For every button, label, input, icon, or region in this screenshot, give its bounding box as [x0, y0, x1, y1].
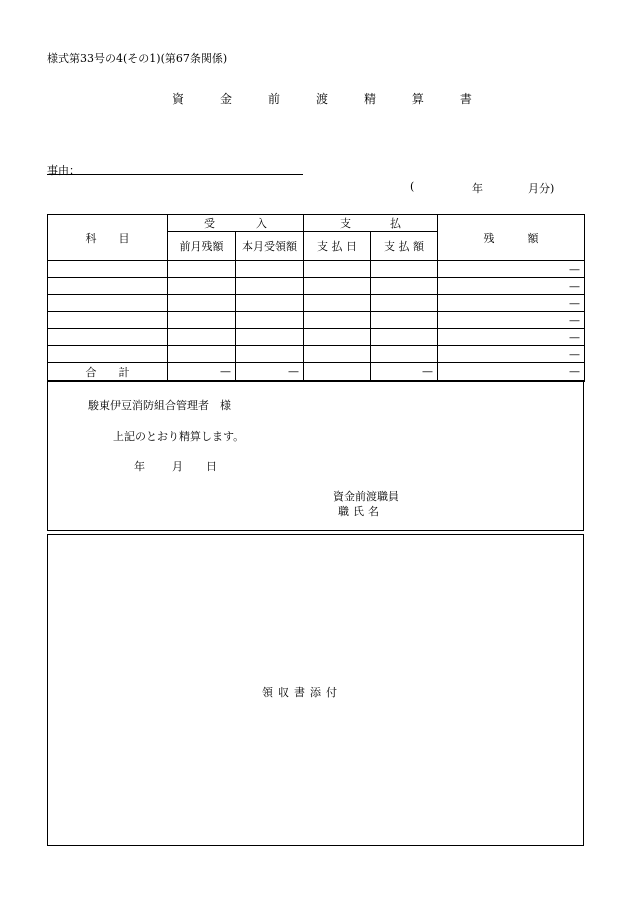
table-cell[interactable] — [168, 329, 236, 346]
table-cell[interactable] — [48, 329, 168, 346]
balance-dash: — — [438, 346, 585, 363]
title-char: 渡 — [315, 92, 328, 106]
title-char: 前 — [267, 92, 280, 106]
table-cell[interactable] — [236, 295, 304, 312]
payment-amount-header: 支 払 額 — [371, 232, 438, 261]
date-day: 日 — [206, 460, 217, 473]
total-balance-dash: — — [438, 363, 585, 382]
title-char: 算 — [411, 92, 424, 106]
table-cell[interactable] — [236, 346, 304, 363]
date-month: 月 — [172, 460, 183, 473]
receipt-attachment-label: 領収書添付 — [262, 686, 342, 699]
table-cell[interactable] — [304, 295, 371, 312]
month-received-header: 本月受領額 — [236, 232, 304, 261]
total-payment-amount-dash: — — [371, 363, 438, 382]
table-row — [48, 295, 585, 312]
table-cell[interactable] — [371, 312, 438, 329]
table-cell[interactable] — [236, 312, 304, 329]
reason-label: 事由： — [47, 164, 80, 177]
total-row — [48, 363, 585, 382]
total-label: 合 計 — [48, 363, 168, 382]
receipt-header-char: 受 — [204, 217, 215, 230]
table-cell[interactable] — [48, 278, 168, 295]
total-prev-balance-dash: — — [168, 363, 236, 382]
balance-dash: — — [438, 278, 585, 295]
period-open-paren: ( — [410, 180, 415, 193]
table-cell[interactable] — [48, 346, 168, 363]
receipt-header — [168, 215, 304, 232]
table-cell[interactable] — [168, 278, 236, 295]
table-cell[interactable] — [371, 261, 438, 278]
table-row — [48, 278, 585, 295]
balance-dash: — — [438, 261, 585, 278]
table-cell[interactable] — [168, 346, 236, 363]
table-cell[interactable] — [304, 278, 371, 295]
table-row — [48, 312, 585, 329]
ledger-table — [47, 214, 585, 382]
period-year: 年 — [472, 182, 483, 195]
prev-balance-header: 前月残額 — [168, 232, 236, 261]
table-row — [48, 346, 585, 363]
table-cell[interactable] — [48, 295, 168, 312]
balance-header: 残 額 — [438, 215, 585, 261]
total-month-received-dash: — — [236, 363, 304, 382]
form-reference: 様式第33号の4(その1)(第67条関係) — [47, 52, 228, 65]
date-year: 年 — [134, 460, 145, 473]
balance-dash: — — [438, 329, 585, 346]
table-cell[interactable] — [168, 295, 236, 312]
table-cell[interactable] — [371, 295, 438, 312]
table-cell[interactable] — [371, 278, 438, 295]
signer-title: 資金前渡職員 — [333, 490, 399, 503]
table-cell[interactable] — [168, 261, 236, 278]
table-cell[interactable] — [236, 329, 304, 346]
table-cell[interactable] — [304, 346, 371, 363]
table-cell[interactable] — [304, 261, 371, 278]
table-cell[interactable] — [236, 278, 304, 295]
balance-dash: — — [438, 312, 585, 329]
table-cell[interactable] — [236, 261, 304, 278]
table-row — [48, 261, 585, 278]
signer-name-label: 職氏名 — [338, 505, 383, 518]
table-cell[interactable] — [48, 261, 168, 278]
table-cell[interactable] — [371, 346, 438, 363]
table-cell[interactable] — [304, 312, 371, 329]
title-char: 資 — [172, 92, 185, 106]
payment-header — [304, 215, 438, 232]
reason-field-line — [47, 174, 303, 175]
payment-date-header: 支 払 日 — [304, 232, 371, 261]
document-title — [172, 90, 472, 107]
payment-header-char: 支 — [340, 217, 351, 230]
table-cell[interactable] — [304, 329, 371, 346]
table-cell[interactable] — [371, 329, 438, 346]
receipt-header-char: 入 — [256, 217, 267, 230]
title-char: 精 — [363, 92, 376, 106]
balance-dash: — — [438, 295, 585, 312]
payment-header-char: 払 — [390, 217, 401, 230]
table-cell[interactable] — [48, 312, 168, 329]
title-char: 金 — [219, 92, 232, 106]
settlement-statement: 上記のとおり精算します。 — [113, 430, 245, 443]
addressee: 駿東伊豆消防組合管理者 様 — [88, 399, 231, 412]
title-char: 書 — [459, 92, 472, 106]
table-cell[interactable] — [168, 312, 236, 329]
period-month: 月分) — [528, 182, 555, 195]
subject-header: 科 目 — [48, 215, 168, 261]
header-row — [48, 215, 585, 232]
table-row — [48, 329, 585, 346]
total-payment-date — [304, 363, 371, 382]
